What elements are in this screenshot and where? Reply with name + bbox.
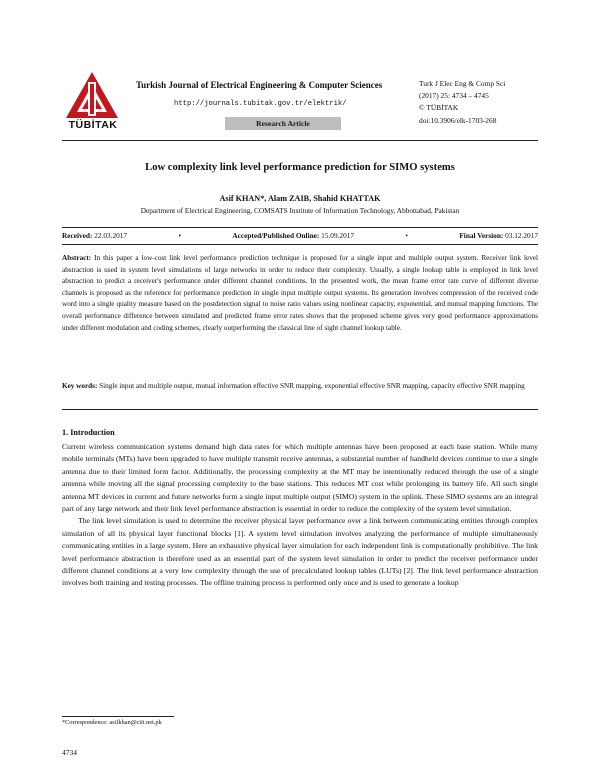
bullet-1: • [178,231,181,240]
intro-paragraph-1: Current wireless communication systems demand high data rates for which multiple antennas have been proposed at each base station. While many mobile terminals (MTs) have been upgraded to have multiple transmit receive antennas, a substantial number of handheld devices continue to use a single antenna due to their limited form factor. Additionally, the processing complexity at the MT may be intentionally reduced through the use of a single antenna while moving all the signal processing complexity to the base stations. This reduces MT cost while prolonging its battery life. All such single antenna MT devices in current and future networks form a single input multiple output (SIMO) system in the uplink. These SIMO systems are an integral part of any large network and their link level performance abstraction is essential in order to reduce the complexity of the system level simulation. [62,442,538,514]
article-type-badge: Research Article [225,117,341,130]
bullet-2: • [405,231,408,240]
page-number: 4734 [62,748,77,757]
affiliation: Department of Electrical Engineering, COMSATS Institute of Information Technology, Abbottabad, Pakistan [140,206,460,215]
keywords-label: Key words: [62,382,98,390]
abstract-text: In this paper a low-cost link level performance prediction technique is proposed for a single input and multiple output system. Receiver link level abstraction is used in system level simulations of large networks in order to reduce their complexity. Usually, a single lookup table is employed in link level abstraction to predict a receiver's performance under different channel conditions. In the presented work, the mean frame error rate curve of different diverse channels is proposed as the reference for performance prediction in single input multiple output systems. Its generation involves compression of the received code word into a single quality measure based on the postdetection signal to noise ratio values using nonlinear capacity, exponential, and mutual mapping functions. The overall performance difference between simulated and predicted frame error rates shows that the proposed scheme gives very good performance approximations under different modulation and coding schemes, clearly outperforming the classical line of sight channel lookup table. [62,254,538,332]
abstract-bottom-rule [62,409,538,410]
abstract [62,253,538,334]
journal-url[interactable]: http://journals.tubitak.gov.tr/elektrik/ [174,100,347,108]
citation-journal: Turk J Elec Eng & Comp Sci [419,79,506,88]
introduction-body [62,441,538,590]
citation-block [419,78,505,127]
copyright: © TÜBİTAK [419,103,459,113]
keywords-text: Single input and multiple output, mutual information effective SNR mapping, exponential effective SNR mapping, capacity effective SNR mapping [99,382,525,390]
logo-wordmark: TÜBİTAK [68,119,118,131]
intro-paragraph-2: The link level simulation is used to determine the receiver physical layer performance over a link between communicating entities through complex simulation of all its physical layer functional blocks [1]. A system level simulation involves analyzing the performance of multiple simultaneously communicating entities in a large system. Here an exhaustive physical layer simulation for each independent link is computationally prohibitive. The link level performance abstraction is therefore used as an essential part of the system level simulation in order to predict the receiver performance under different channel conditions at a very low complexity through the use of precalculated lookup tables (LUTs) [2]. The link level performance abstraction involves both training and testing processes. The offline training process is performed only once and is used to generate a lookup [62,516,538,588]
journal-name: Turkish Journal of Electrical Engineering & Computer Sciences [136,80,383,90]
received-date: Received: 22.03.2017 [62,231,128,240]
accepted-date: Accepted/Published Online: 15.09.2017 [232,231,355,240]
doi[interactable]: doi:10.3906/elk-1703-268 [419,115,497,125]
section-heading-introduction: 1. Introduction [62,428,115,437]
dates-row [62,231,538,240]
authors: Asif KHAN*, Alam ZAIB, Shahid KHATTAK [219,194,381,203]
abstract-label: Abstract: [62,254,92,262]
footnote-rule [62,716,174,717]
keywords [62,381,538,393]
final-date: Final Version: 03.12.2017 [459,231,538,240]
correspondence-footnote: *Correspondence: asifkhan@ciit.net.pk [62,719,162,726]
dates-bottom-rule [62,244,538,245]
paper-title: Low complexity link level performance prediction for SIMO systems [145,162,455,173]
header-divider [62,140,538,141]
citation-volume: (2017) 25: 4734 – 4745 [419,91,489,101]
dates-top-rule [62,227,538,228]
